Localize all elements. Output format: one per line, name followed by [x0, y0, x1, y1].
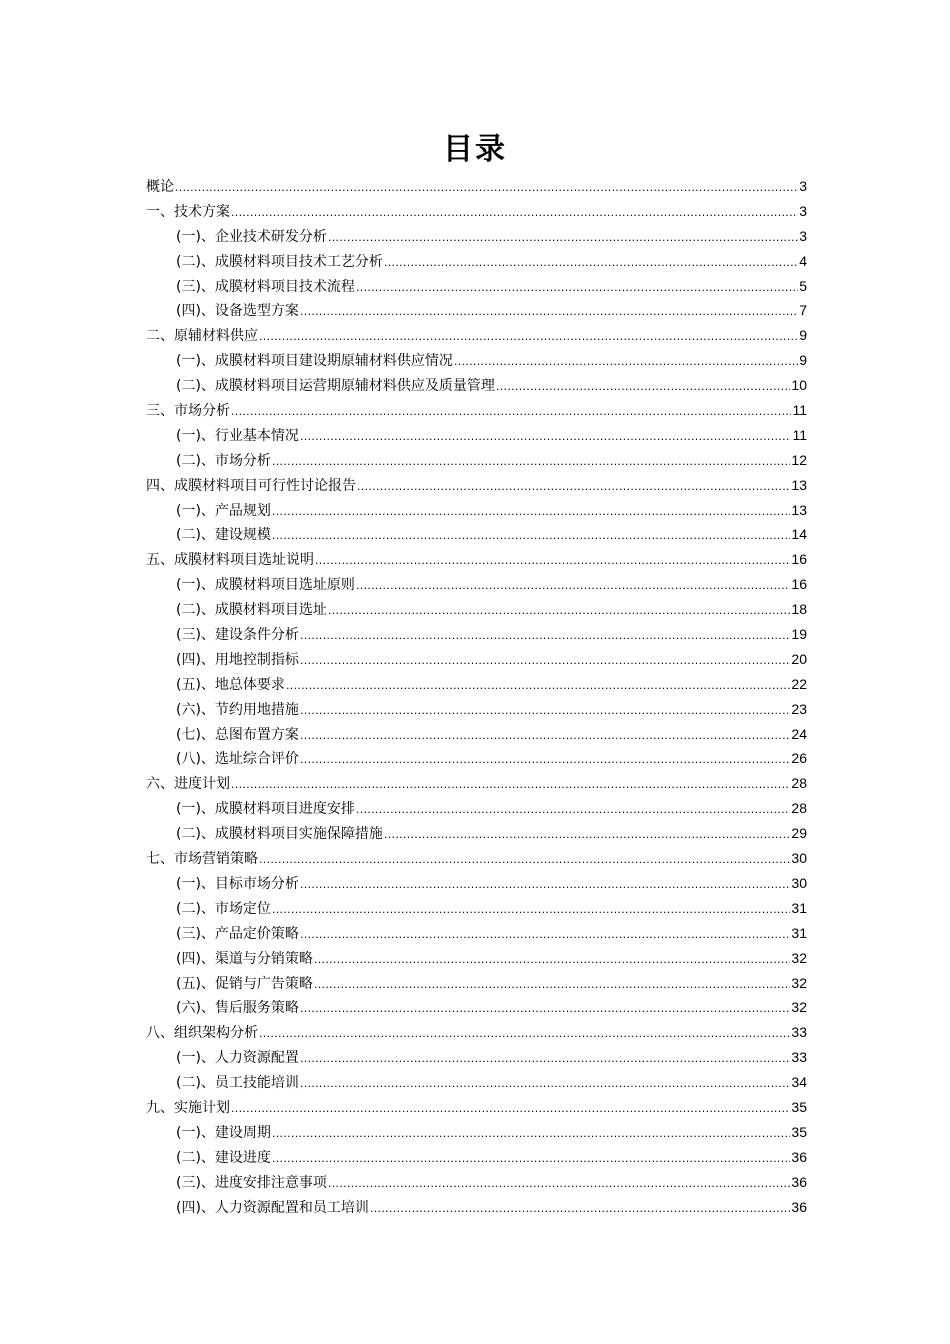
toc-entry-page-number: 4 — [799, 252, 807, 269]
toc-entry-label: 四、成膜材料项目可行性讨论报告 — [146, 477, 356, 494]
toc-section-entry[interactable] — [146, 201, 807, 226]
toc-section-entry[interactable] — [146, 1097, 807, 1122]
toc-dot-leader — [300, 430, 792, 443]
toc-dot-leader — [384, 256, 798, 269]
toc-dot-leader — [259, 330, 798, 343]
toc-entry-label: (八)、选址综合评价 — [176, 751, 299, 768]
toc-subsection-entry[interactable] — [146, 1172, 807, 1197]
toc-entry-page-number: 28 — [791, 775, 807, 792]
toc-entry-page-number: 10 — [791, 377, 807, 394]
toc-entry-label: 八、组织架构分析 — [146, 1025, 258, 1042]
toc-entry-page-number: 12 — [791, 451, 807, 468]
toc-subsection-entry[interactable] — [146, 524, 807, 549]
toc-section-entry[interactable] — [146, 325, 807, 350]
toc-subsection-entry[interactable] — [146, 873, 807, 898]
toc-entry-label: (二)、市场定位 — [176, 900, 271, 917]
toc-dot-leader — [356, 803, 790, 816]
toc-dot-leader — [454, 355, 798, 368]
toc-entry-label: (五)、促销与广告策略 — [176, 975, 313, 992]
toc-subsection-entry[interactable] — [146, 599, 807, 624]
toc-entry-label: 概论 — [146, 179, 174, 195]
toc-subsection-entry[interactable] — [146, 823, 807, 848]
toc-dot-leader — [300, 1052, 790, 1065]
toc-dot-leader — [314, 978, 790, 991]
toc-entry-label: (五)、地总体要求 — [176, 676, 285, 693]
toc-entry-page-number: 23 — [791, 700, 807, 717]
toc-subsection-entry[interactable] — [146, 898, 807, 923]
toc-subsection-entry[interactable] — [146, 574, 807, 599]
toc-entry-page-number: 36 — [791, 1198, 807, 1215]
toc-subsection-entry[interactable] — [146, 624, 807, 649]
toc-dot-leader — [300, 928, 790, 941]
toc-dot-leader — [231, 206, 798, 219]
toc-entry-label: (四)、用地控制指标 — [176, 651, 299, 668]
toc-subsection-entry[interactable] — [146, 425, 807, 450]
toc-dot-leader — [231, 778, 790, 791]
toc-subsection-entry[interactable] — [146, 948, 807, 973]
toc-dot-leader — [356, 281, 798, 294]
toc-entry-page-number: 32 — [791, 999, 807, 1016]
toc-dot-leader — [300, 305, 798, 318]
toc-subsection-entry[interactable] — [146, 748, 807, 773]
toc-entry-label: (二)、市场分析 — [176, 452, 271, 469]
toc-dot-leader — [300, 654, 790, 667]
toc-entry-label: (二)、建设进度 — [176, 1149, 271, 1166]
toc-entry-page-number: 31 — [791, 899, 807, 916]
toc-dot-leader — [315, 554, 790, 567]
toc-dot-leader — [286, 679, 790, 692]
toc-list — [146, 176, 807, 1221]
toc-entry-label: (一)、产品规划 — [176, 502, 271, 519]
toc-subsection-entry[interactable] — [146, 798, 807, 823]
toc-entry-label: (二)、成膜材料项目运营期原辅材料供应及质量管理 — [176, 378, 495, 395]
toc-subsection-entry[interactable] — [146, 724, 807, 749]
toc-dot-leader — [357, 480, 790, 493]
toc-dot-leader — [300, 729, 790, 742]
toc-entry-page-number: 33 — [791, 1049, 807, 1066]
toc-entry-label: (一)、成膜材料项目建设期原辅材料供应情况 — [176, 353, 453, 370]
toc-section-entry[interactable] — [146, 475, 807, 500]
toc-entry-page-number: 36 — [791, 1148, 807, 1165]
toc-dot-leader — [328, 1177, 790, 1190]
toc-subsection-entry[interactable] — [146, 450, 807, 475]
toc-entry-label: (一)、行业基本情况 — [176, 427, 299, 444]
toc-entry-page-number: 9 — [799, 327, 807, 344]
toc-dot-leader — [175, 181, 798, 194]
toc-entry-label: 九、实施计划 — [146, 1099, 230, 1116]
toc-subsection-entry[interactable] — [146, 1072, 807, 1097]
toc-entry-page-number: 3 — [799, 227, 807, 244]
toc-entry-page-number: 29 — [791, 825, 807, 842]
toc-section-entry[interactable] — [146, 773, 807, 798]
toc-dot-leader — [231, 1102, 790, 1115]
toc-entry-label: 五、成膜材料项目选址说明 — [146, 552, 314, 569]
toc-subsection-entry[interactable] — [146, 300, 807, 325]
toc-entry-page-number: 13 — [791, 476, 807, 493]
toc-entry-page-number: 30 — [791, 874, 807, 891]
toc-entry-label: (四)、人力资源配置和员工培训 — [176, 1199, 369, 1216]
toc-dot-leader — [272, 455, 790, 468]
toc-entry-page-number: 11 — [792, 426, 807, 443]
toc-dot-leader — [272, 529, 790, 542]
toc-dot-leader — [259, 853, 790, 866]
toc-entry-page-number: 16 — [791, 551, 807, 568]
toc-entry-page-number: 3 — [799, 178, 807, 194]
toc-section-entry[interactable] — [146, 848, 807, 873]
toc-entry-page-number: 13 — [791, 501, 807, 518]
toc-entry-label: (二)、成膜材料项目选址 — [176, 602, 327, 619]
toc-subsection-entry[interactable] — [146, 649, 807, 674]
toc-entry-label: (二)、员工技能培训 — [176, 1075, 299, 1092]
toc-subsection-entry[interactable] — [146, 923, 807, 948]
toc-entry-label: 一、技术方案 — [146, 203, 230, 220]
toc-dot-leader — [300, 753, 790, 766]
toc-subsection-entry[interactable] — [146, 1147, 807, 1172]
toc-entry-page-number: 31 — [791, 924, 807, 941]
toc-entry-page-number: 32 — [791, 949, 807, 966]
toc-dot-leader — [272, 505, 790, 518]
toc-dot-leader — [300, 1077, 790, 1090]
toc-dot-leader — [300, 704, 790, 717]
toc-dot-leader — [300, 878, 790, 891]
toc-subsection-entry[interactable] — [146, 251, 807, 276]
toc-entry-page-number: 16 — [791, 576, 807, 593]
toc-entry-label: 二、原辅材料供应 — [146, 328, 258, 345]
toc-subsection-entry[interactable] — [146, 674, 807, 699]
toc-entry-label: (二)、成膜材料项目实施保障措施 — [176, 826, 383, 843]
toc-dot-leader — [314, 953, 790, 966]
toc-subsection-entry[interactable] — [146, 1197, 807, 1222]
toc-section-entry[interactable] — [146, 1022, 807, 1047]
toc-entry-label: 七、市场营销策略 — [146, 851, 258, 868]
toc-subsection-entry[interactable] — [146, 973, 807, 998]
toc-entry-page-number: 18 — [791, 601, 807, 618]
toc-subsection-entry[interactable] — [146, 1047, 807, 1072]
toc-entry-page-number: 35 — [791, 1098, 807, 1115]
toc-subsection-entry[interactable] — [146, 500, 807, 525]
toc-entry-label: (一)、企业技术研发分析 — [176, 228, 327, 245]
toc-entry-label: 三、市场分析 — [146, 403, 230, 420]
toc-dot-leader — [300, 629, 790, 642]
toc-entry-page-number: 36 — [791, 1173, 807, 1190]
toc-entry-label: (一)、成膜材料项目进度安排 — [176, 801, 355, 818]
toc-dot-leader — [259, 1027, 790, 1040]
toc-dot-leader — [328, 231, 798, 244]
toc-entry-page-number: 33 — [791, 1024, 807, 1041]
toc-dot-leader — [356, 579, 790, 592]
toc-dot-leader — [272, 903, 790, 916]
toc-entry-page-number: 34 — [791, 1074, 807, 1091]
toc-dot-leader — [272, 1127, 790, 1140]
toc-dot-leader — [328, 604, 790, 617]
toc-entry-label: (一)、成膜材料项目选址原则 — [176, 577, 355, 594]
toc-entry-page-number: 30 — [791, 850, 807, 867]
toc-section-entry[interactable] — [146, 549, 807, 574]
toc-entry-page-number: 32 — [791, 974, 807, 991]
toc-entry-label: (二)、成膜材料项目技术工艺分析 — [176, 253, 383, 270]
toc-dot-leader — [384, 828, 790, 841]
toc-entry-label: (七)、总图布置方案 — [176, 726, 299, 743]
toc-subsection-entry[interactable] — [146, 1122, 807, 1147]
toc-subsection-entry[interactable] — [146, 350, 807, 375]
toc-entry-page-number: 7 — [799, 302, 807, 319]
toc-entry-page-number: 9 — [799, 352, 807, 369]
toc-entry-label: (四)、设备选型方案 — [176, 303, 299, 320]
toc-dot-leader — [231, 405, 791, 418]
toc-subsection-entry[interactable] — [146, 226, 807, 251]
toc-entry-label: (三)、成膜材料项目技术流程 — [176, 278, 355, 295]
toc-entry-label: (三)、建设条件分析 — [176, 627, 299, 644]
toc-entry-page-number: 35 — [791, 1123, 807, 1140]
toc-entry-label: (一)、人力资源配置 — [176, 1050, 299, 1067]
toc-entry-page-number: 3 — [799, 202, 807, 219]
toc-entry-page-number: 28 — [791, 800, 807, 817]
toc-dot-leader — [300, 1002, 790, 1015]
toc-dot-leader — [496, 380, 790, 393]
toc-entry-page-number: 14 — [791, 526, 807, 543]
toc-entry-page-number: 19 — [791, 626, 807, 643]
toc-entry-page-number: 5 — [799, 277, 807, 294]
toc-entry-label: (三)、进度安排注意事项 — [176, 1174, 327, 1191]
toc-section-entry[interactable] — [146, 400, 807, 425]
toc-subsection-entry[interactable] — [146, 375, 807, 400]
toc-entry-page-number: 24 — [791, 725, 807, 742]
toc-entry-label: (四)、渠道与分销策略 — [176, 950, 313, 967]
toc-section-entry[interactable] — [146, 176, 807, 201]
toc-entry-label: (六)、节约用地措施 — [176, 701, 299, 718]
toc-subsection-entry[interactable] — [146, 276, 807, 301]
toc-entry-label: (六)、售后服务策略 — [176, 1000, 299, 1017]
toc-subsection-entry[interactable] — [146, 997, 807, 1022]
toc-entry-label: (三)、产品定价策略 — [176, 925, 299, 942]
toc-entry-label: (一)、建设周期 — [176, 1124, 271, 1141]
toc-dot-leader — [370, 1202, 790, 1215]
toc-entry-label: (一)、目标市场分析 — [176, 875, 299, 892]
toc-entry-page-number: 26 — [791, 750, 807, 767]
toc-subsection-entry[interactable] — [146, 699, 807, 724]
toc-dot-leader — [272, 1152, 790, 1165]
toc-entry-page-number: 11 — [792, 402, 807, 419]
toc-entry-label: (二)、建设规模 — [176, 527, 271, 544]
toc-entry-page-number: 22 — [791, 675, 807, 692]
toc-title: 目录 — [443, 132, 507, 167]
toc-entry-label: 六、进度计划 — [146, 776, 230, 793]
toc-entry-page-number: 20 — [791, 650, 807, 667]
